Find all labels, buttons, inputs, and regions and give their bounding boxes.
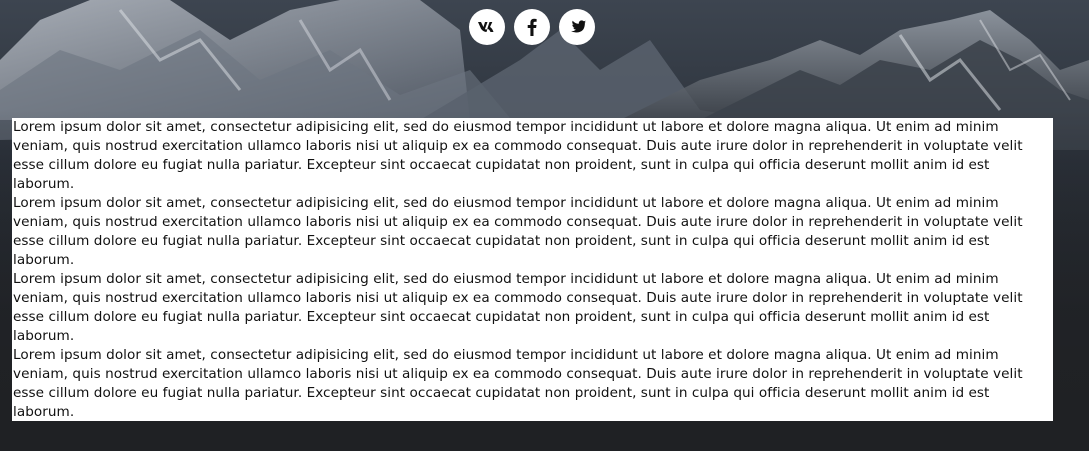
vk-icon (477, 21, 497, 33)
content-paragraph: Lorem ipsum dolor sit amet, consectetur adipisicing elit, sed do eiusmod tempor incididunt ut labore et dolore magna aliqua. Ut enim ad minim veniam, quis nostrud exercitation ullamco laboris nisi ut aliquip ex ea commodo consequat. Duis aute irure dolor in reprehenderit in voluptate velit esse cillum dolore eu fugiat nulla pariatur. Excepteur sint occaecat cupidatat non proident, sunt in culpa qui officia deserunt mollit anim id est laborum. (13, 347, 1023, 420)
content-paragraph: Lorem ipsum dolor sit amet, consectetur adipisicing elit, sed do eiusmod tempor incididunt ut labore et dolore magna aliqua. Ut enim ad minim veniam, quis nostrud exercitation ullamco laboris nisi ut aliquip ex ea commodo consequat. Duis aute irure dolor in reprehenderit in voluptate velit esse cillum dolore eu fugiat nulla pariatur. Excepteur sint occaecat cupidatat non proident, sunt in culpa qui officia deserunt mollit anim id est laborum. (13, 119, 1023, 192)
facebook-icon (527, 18, 537, 36)
content-paragraph: Lorem ipsum dolor sit amet, consectetur adipisicing elit, sed do eiusmod tempor incididunt ut labore et dolore magna aliqua. Ut enim ad minim veniam, quis nostrud exercitation ullamco laboris nisi ut aliquip ex ea commodo consequat. Duis aute irure dolor in reprehenderit in voluptate velit esse cillum dolore eu fugiat nulla pariatur. Excepteur sint occaecat cupidatat non proident, sunt in culpa qui officia deserunt mollit anim id est laborum. (13, 271, 1023, 344)
twitter-button[interactable] (559, 9, 595, 45)
content-text-box (12, 118, 1053, 421)
vk-button[interactable] (469, 9, 505, 45)
content-paragraph: Lorem ipsum dolor sit amet, consectetur adipisicing elit, sed do eiusmod tempor incididunt ut labore et dolore magna aliqua. Ut enim ad minim veniam, quis nostrud exercitation ullamco laboris nisi ut aliquip ex ea commodo consequat. Duis aute irure dolor in reprehenderit in voluptate velit esse cillum dolore eu fugiat nulla pariatur. Excepteur sint occaecat cupidatat non proident, sunt in culpa qui officia deserunt mollit anim id est laborum. (13, 195, 1023, 268)
social-links (469, 9, 595, 45)
twitter-icon (568, 20, 586, 35)
facebook-button[interactable] (514, 9, 550, 45)
